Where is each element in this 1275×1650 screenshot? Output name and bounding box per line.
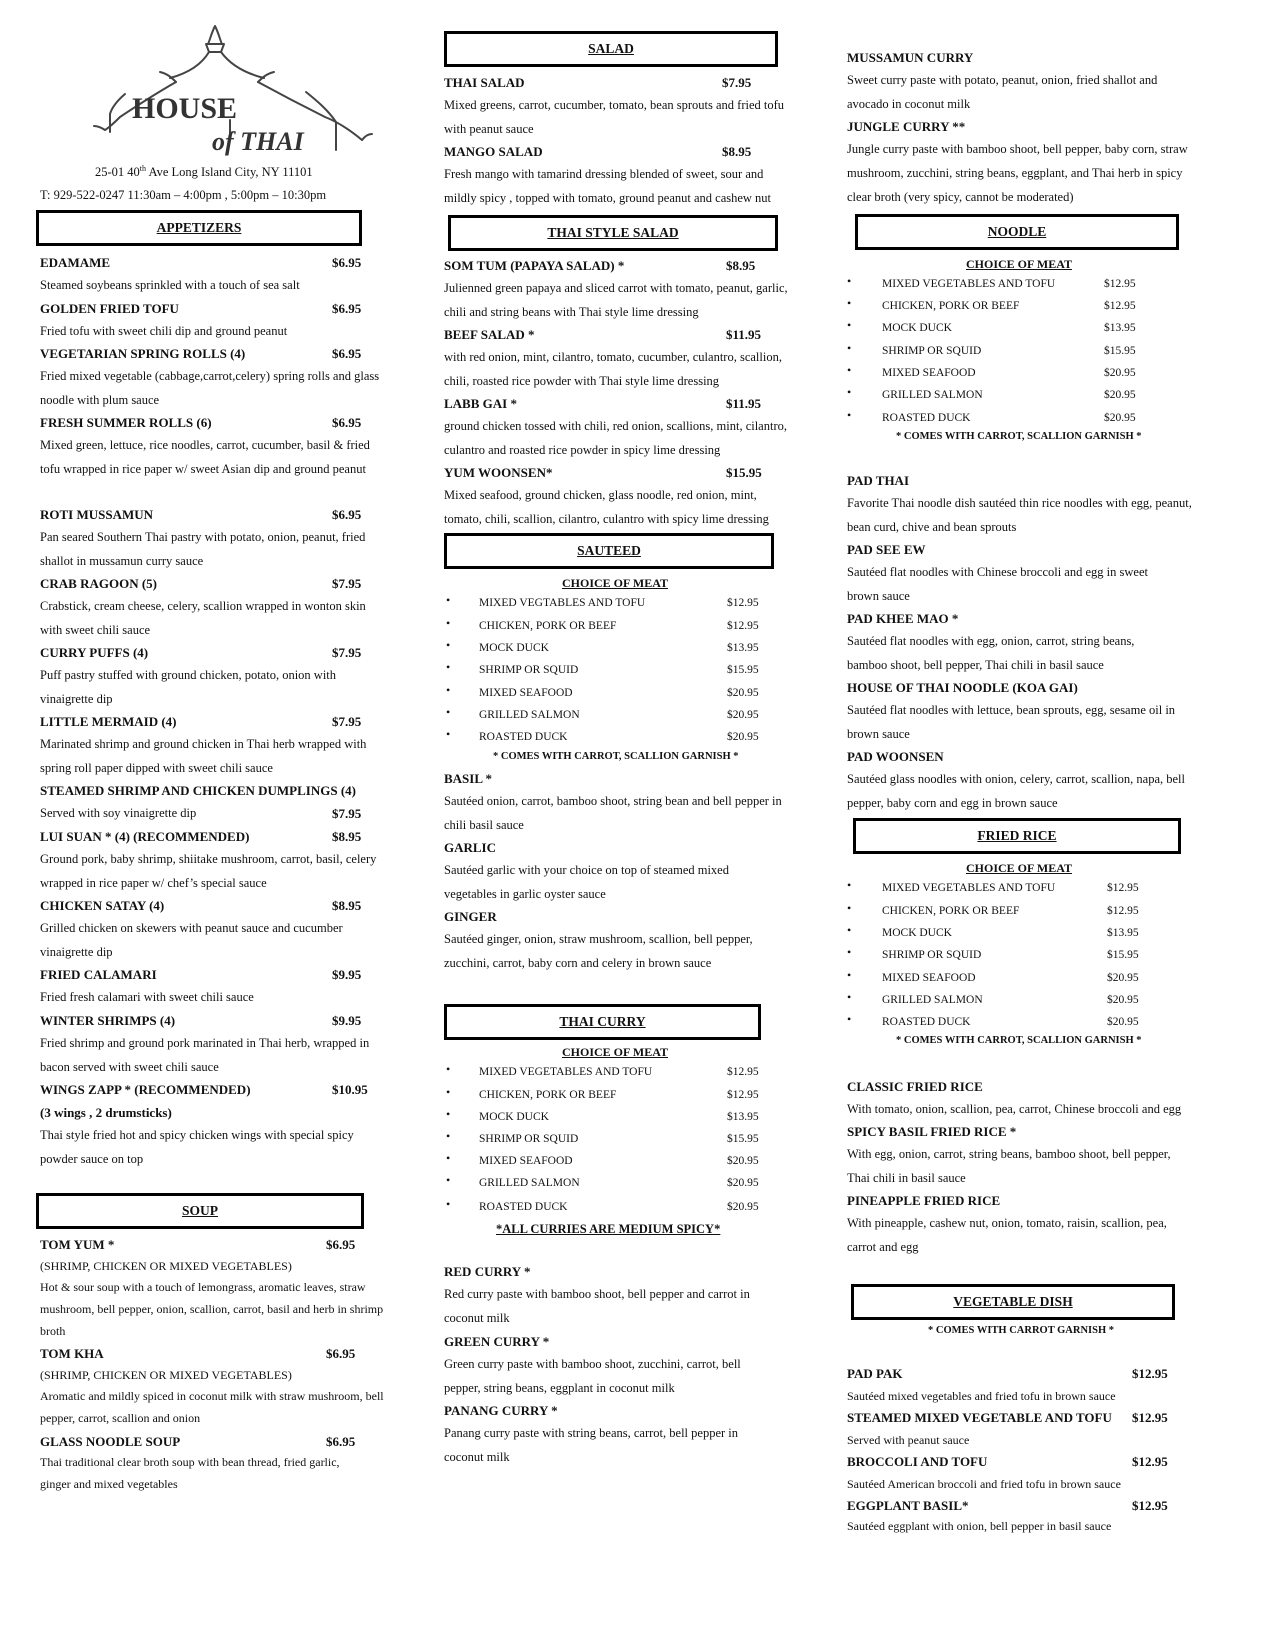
- meat-price: $13.95: [727, 642, 759, 654]
- meat-price: $13.95: [727, 1111, 759, 1123]
- item-desc: Favorite Thai noodle dish sautéed thin rice noodles with egg, peanut, bean curd, chive and bean sprouts: [847, 496, 1192, 534]
- item-name: STEAMED MIXED VEGETABLE AND TOFU: [847, 1410, 1112, 1425]
- meat-option: MOCK DUCK: [479, 642, 549, 654]
- bullet: •: [446, 1129, 451, 1143]
- item-name: PANANG CURRY *: [444, 1403, 558, 1418]
- item-desc: Sautéed mixed vegetables and fried tofu in brown sauce: [847, 1389, 1116, 1403]
- item-subtitle: (3 wings , 2 drumsticks): [40, 1105, 172, 1120]
- meat-price: $20.95: [1104, 412, 1136, 424]
- thai-curry-header: THAI CURRY: [444, 1004, 761, 1040]
- item-name: HOUSE OF THAI NOODLE (KOA GAI): [847, 680, 1078, 695]
- item-desc: Puff pastry stuffed with ground chicken, potato, onion with vinaigrette dip: [40, 668, 337, 706]
- temple-roof-icon: [80, 22, 380, 162]
- item-desc: Sautéed flat noodles with lettuce, bean sprouts, egg, sesame oil in brown sauce: [847, 703, 1176, 741]
- bullet: •: [847, 318, 852, 332]
- item-name: LITTLE MERMAID (4): [40, 714, 177, 729]
- bullet: •: [847, 945, 852, 959]
- item-desc: Julienned green papaya and sliced carrot with tomato, peanut, garlic, chili and string beans with Thai style lime dressing: [444, 281, 788, 319]
- item-price: $8.95: [726, 258, 756, 273]
- meat-option: SHRIMP OR SQUID: [479, 1133, 579, 1145]
- item-price: $7.95: [722, 75, 752, 90]
- item-name: EDAMAME: [40, 255, 111, 270]
- item-price: $7.95: [332, 714, 362, 729]
- meat-option: ROASTED DUCK: [479, 1201, 568, 1213]
- meat-price: $15.95: [727, 664, 759, 676]
- meat-option: CHICKEN, PORK OR BEEF: [479, 620, 617, 632]
- item-name: PAD KHEE MAO *: [847, 611, 959, 626]
- item-name: PINEAPPLE FRIED RICE: [847, 1193, 1001, 1208]
- meat-price: $12.95: [727, 597, 759, 609]
- meat-option: MOCK DUCK: [882, 927, 952, 939]
- fried-rice-header: FRIED RICE: [853, 818, 1181, 854]
- meat-price: $15.95: [727, 1133, 759, 1145]
- item-name: VEGETARIAN SPRING ROLLS (4): [40, 346, 246, 361]
- bullet: •: [847, 296, 852, 310]
- bullet: •: [446, 1197, 451, 1211]
- bullet: •: [446, 1107, 451, 1121]
- meat-price: $20.95: [1104, 389, 1136, 401]
- item-name: MUSSAMUN CURRY: [847, 50, 974, 65]
- item-desc: Served with peanut sauce: [847, 1433, 970, 1447]
- meat-option: MIXED VEGTABLES AND TOFU: [479, 597, 646, 609]
- item-desc: Fried mixed vegetable (cabbage,carrot,celery) spring rolls and glass noodle with plum sauce: [40, 369, 380, 407]
- curry-spice-note: *ALL CURRIES ARE MEDIUM SPICY*: [496, 1222, 721, 1236]
- item-name: CURRY PUFFS (4): [40, 645, 149, 660]
- meat-option: GRILLED SALMON: [479, 1177, 580, 1189]
- item-price: $6.95: [332, 346, 362, 361]
- item-name: EGGPLANT BASIL*: [847, 1498, 969, 1513]
- meat-price: $12.95: [1107, 882, 1139, 894]
- meat-option: SHRIMP OR SQUID: [479, 664, 579, 676]
- item-price: $11.95: [726, 396, 762, 411]
- meat-option: ROASTED DUCK: [882, 1016, 971, 1028]
- bullet: •: [847, 274, 852, 288]
- item-name: FRIED CALAMARI: [40, 967, 157, 982]
- item-price: $12.95: [1132, 1498, 1168, 1513]
- item-desc: Served with soy vinaigrette dip: [40, 806, 197, 820]
- meat-option: ROASTED DUCK: [479, 731, 568, 743]
- meat-option: MIXED SEAFOOD: [479, 1155, 573, 1167]
- item-name: PAD WOONSEN: [847, 749, 944, 764]
- item-desc: Fresh mango with tamarind dressing blended of sweet, sour and mildly spicy , topped with tomato, ground peanut and cashew nut: [444, 167, 772, 205]
- item-name: GREEN CURRY *: [444, 1334, 550, 1349]
- item-desc: Crabstick, cream cheese, celery, scallion wrapped in wonton skin with sweet chili sauce: [40, 599, 366, 637]
- item-name: WINGS ZAPP * (RECOMMENDED): [40, 1082, 251, 1097]
- item-desc: Panang curry paste with string beans, carrot, bell pepper in coconut milk: [444, 1426, 739, 1464]
- item-price: $7.95: [332, 576, 362, 591]
- meat-price: $20.95: [727, 731, 759, 743]
- item-price: $6.95: [332, 301, 362, 316]
- item-desc: Ground pork, baby shrimp, shiitake mushroom, carrot, basil, celery wrapped in rice paper w/ chef’s special sauce: [40, 852, 377, 890]
- item-desc: Mixed seafood, ground chicken, glass noodle, red onion, mint, tomato, chili, scallion, cilantro, culantro with spicy lime dressing: [444, 488, 769, 526]
- phone-hours: T: 929-522-0247 11:30am – 4:00pm , 5:00pm – 10:30pm: [40, 188, 327, 202]
- meat-price: $12.95: [1104, 300, 1136, 312]
- item-desc: Grilled chicken on skewers with peanut sauce and cucumber vinaigrette dip: [40, 921, 343, 959]
- meat-option: SHRIMP OR SQUID: [882, 949, 982, 961]
- meat-price: $12.95: [727, 620, 759, 632]
- item-name: BROCCOLI AND TOFU: [847, 1454, 988, 1469]
- item-subtitle: (SHRIMP, CHICKEN OR MIXED VEGETABLES): [40, 1259, 292, 1273]
- item-name: WINTER SHRIMPS (4): [40, 1013, 176, 1028]
- meat-option: MIXED SEAFOOD: [479, 687, 573, 699]
- item-price: $8.95: [332, 898, 362, 913]
- item-name: GOLDEN FRIED TOFU: [40, 301, 179, 316]
- item-price: $7.95: [332, 645, 362, 660]
- item-desc: Sautéed garlic with your choice on top of steamed mixed vegetables in garlic oyster sauce: [444, 863, 729, 901]
- bullet: •: [446, 593, 451, 607]
- item-name: JUNGLE CURRY **: [847, 119, 966, 134]
- item-desc: Sautéed onion, carrot, bamboo shoot, string bean and bell pepper in chili basil sauce: [444, 794, 782, 832]
- item-price: $9.95: [332, 1013, 362, 1028]
- meat-option: CHICKEN, PORK OR BEEF: [882, 905, 1020, 917]
- item-desc: Pan seared Southern Thai pastry with potato, onion, peanut, fried shallot in mussamun curry sauce: [40, 530, 366, 568]
- meat-price: $20.95: [1107, 972, 1139, 984]
- item-name: LUI SUAN * (4) (RECOMMENDED): [40, 829, 250, 844]
- item-name: FRESH SUMMER ROLLS (6): [40, 415, 212, 430]
- sauteed-header: SAUTEED: [444, 533, 774, 569]
- item-desc: With tomato, onion, scallion, pea, carrot, Chinese broccoli and egg: [847, 1102, 1182, 1116]
- meat-price: $20.95: [727, 1155, 759, 1167]
- meat-option: MIXED SEAFOOD: [882, 972, 976, 984]
- item-name: CHICKEN SATAY (4): [40, 898, 165, 913]
- bullet: •: [446, 683, 451, 697]
- item-desc: ground chicken tossed with chili, red onion, scallions, mint, cilantro, culantro and roasted rice powder in spicy lime dressing: [444, 419, 787, 457]
- bullet: •: [446, 638, 451, 652]
- item-subtitle: (SHRIMP, CHICKEN OR MIXED VEGETABLES): [40, 1368, 292, 1382]
- meat-option: MOCK DUCK: [479, 1111, 549, 1123]
- item-desc: Mixed green, lettuce, rice noodles, carrot, cucumber, basil & fried tofu wrapped in rice paper w/ sweet Asian dip and ground peanut: [40, 438, 370, 476]
- bullet: •: [847, 341, 852, 355]
- item-desc: Hot & sour soup with a touch of lemongrass, aromatic leaves, straw mushroom, bell pepper, onion, scallion, carrot, basil and herb in shrimp broth: [40, 1280, 384, 1338]
- meat-price: $20.95: [727, 1201, 759, 1213]
- meat-price: $20.95: [1104, 367, 1136, 379]
- item-price: $12.95: [1132, 1454, 1168, 1469]
- meat-option: CHICKEN, PORK OR BEEF: [882, 300, 1020, 312]
- meat-price: $12.95: [1107, 905, 1139, 917]
- item-price: $11.95: [726, 327, 762, 342]
- meat-option: MIXED VEGETABLES AND TOFU: [479, 1066, 653, 1078]
- choice-of-meat-label: CHOICE OF MEAT: [966, 861, 1073, 875]
- meat-option: GRILLED SALMON: [882, 994, 983, 1006]
- item-name: PAD SEE EW: [847, 542, 926, 557]
- meat-price: $20.95: [727, 687, 759, 699]
- meat-price: $12.95: [1104, 278, 1136, 290]
- meat-price: $20.95: [727, 1177, 759, 1189]
- item-price: $12.95: [1132, 1410, 1168, 1425]
- choice-of-meat-label: CHOICE OF MEAT: [562, 576, 669, 590]
- meat-option: GRILLED SALMON: [882, 389, 983, 401]
- item-desc: With pineapple, cashew nut, onion, tomato, raisin, scallion, pea, carrot and egg: [847, 1216, 1167, 1254]
- meat-price: $12.95: [727, 1066, 759, 1078]
- bullet: •: [847, 968, 852, 982]
- item-desc: Marinated shrimp and ground chicken in Thai herb wrapped with spring roll paper dipped with sweet chili sauce: [40, 737, 367, 775]
- meat-price: $20.95: [1107, 994, 1139, 1006]
- meat-option: MIXED SEAFOOD: [882, 367, 976, 379]
- item-desc: Sautéed American broccoli and fried tofu in brown sauce: [847, 1477, 1121, 1491]
- item-price: $6.95: [332, 507, 362, 522]
- logo-thai-text: of THAI: [212, 127, 304, 156]
- bullet: •: [446, 616, 451, 630]
- item-name: SOM TUM (PAPAYA SALAD) *: [444, 258, 625, 273]
- item-desc: Jungle curry paste with bamboo shoot, bell pepper, baby corn, straw mushroom, zucchini, string beans, eggplant, and Thai herb in spicy clear broth (very spicy, cannot be moderated): [847, 142, 1188, 204]
- logo: [80, 22, 380, 162]
- item-desc: Sautéed eggplant with onion, bell pepper in basil sauce: [847, 1519, 1112, 1533]
- thai-style-salad-header: THAI STYLE SALAD: [448, 215, 778, 251]
- choice-of-meat-label: CHOICE OF MEAT: [562, 1045, 669, 1059]
- bullet: •: [847, 901, 852, 915]
- garnish-note: * COMES WITH CARROT, SCALLION GARNISH *: [896, 431, 1142, 442]
- meat-option: MIXED VEGETABLES AND TOFU: [882, 278, 1056, 290]
- noodle-header: NOODLE: [855, 214, 1179, 250]
- item-price: $7.95: [332, 806, 362, 821]
- item-desc: Thai style fried hot and spicy chicken wings with special spicy powder sauce on top: [40, 1128, 354, 1166]
- item-name: ROTI MUSSAMUN: [40, 507, 154, 522]
- vegetable-dish-header: VEGETABLE DISH: [851, 1284, 1175, 1320]
- item-price: $15.95: [726, 465, 762, 480]
- item-desc: With egg, onion, carrot, string beans, bamboo shoot, bell pepper, Thai chili in basil sauce: [847, 1147, 1171, 1185]
- item-desc: Steamed soybeans sprinkled with a touch of sea salt: [40, 278, 300, 292]
- bullet: •: [847, 408, 852, 422]
- item-name: MANGO SALAD: [444, 144, 543, 159]
- meat-price: $15.95: [1107, 949, 1139, 961]
- item-name: LABB GAI *: [444, 396, 517, 411]
- item-desc: Fried tofu with sweet chili dip and ground peanut: [40, 324, 288, 338]
- meat-price: $13.95: [1107, 927, 1139, 939]
- item-name: PAD THAI: [847, 473, 909, 488]
- meat-option: MOCK DUCK: [882, 322, 952, 334]
- address: 25-01 40th Ave Long Island City, NY 11101: [95, 164, 313, 180]
- item-desc: Mixed greens, carrot, cucumber, tomato, bean sprouts and fried tofu with peanut sauce: [444, 98, 785, 136]
- item-desc: Sautéed flat noodles with Chinese broccoli and egg in sweet brown sauce: [847, 565, 1148, 603]
- bullet: •: [847, 878, 852, 892]
- garnish-note: * COMES WITH CARROT, SCALLION GARNISH *: [896, 1035, 1142, 1046]
- item-name: STEAMED SHRIMP AND CHICKEN DUMPLINGS (4): [40, 783, 356, 798]
- item-name: TOM YUM *: [40, 1237, 115, 1252]
- item-desc: Green curry paste with bamboo shoot, zucchini, carrot, bell pepper, string beans, eggplant in coconut milk: [444, 1357, 741, 1395]
- item-name: GLASS NOODLE SOUP: [40, 1434, 181, 1449]
- meat-option: CHICKEN, PORK OR BEEF: [479, 1089, 617, 1101]
- salad-header: SALAD: [444, 31, 778, 67]
- meat-option: MIXED VEGETABLES AND TOFU: [882, 882, 1056, 894]
- item-name: YUM WOONSEN*: [444, 465, 553, 480]
- item-price: $6.95: [332, 255, 362, 270]
- choice-of-meat-label: CHOICE OF MEAT: [966, 257, 1073, 271]
- item-name: BEEF SALAD *: [444, 327, 535, 342]
- meat-price: $15.95: [1104, 345, 1136, 357]
- item-name: BASIL *: [444, 771, 493, 786]
- item-price: $9.95: [332, 967, 362, 982]
- garnish-note: * COMES WITH CARROT GARNISH *: [928, 1325, 1115, 1336]
- bullet: •: [847, 990, 852, 1004]
- item-desc: Sweet curry paste with potato, peanut, onion, fried shallot and avocado in coconut milk: [847, 73, 1158, 111]
- item-price: $8.95: [332, 829, 362, 844]
- item-price: $6.95: [326, 1434, 356, 1449]
- item-price: $8.95: [722, 144, 752, 159]
- item-desc: Sautéed ginger, onion, straw mushroom, scallion, bell pepper, zucchini, carrot, baby corn and celery in brown sauce: [444, 932, 753, 970]
- item-desc: with red onion, mint, cilantro, tomato, cucumber, culantro, scallion, chili, roasted rice powder with Thai style lime dressing: [444, 350, 782, 388]
- item-price: $6.95: [326, 1346, 356, 1361]
- garnish-note: * COMES WITH CARROT, SCALLION GARNISH *: [493, 751, 739, 762]
- meat-price: $20.95: [727, 709, 759, 721]
- meat-price: $20.95: [1107, 1016, 1139, 1028]
- bullet: •: [446, 1085, 451, 1099]
- soup-header: SOUP: [36, 1193, 364, 1229]
- bullet: •: [847, 923, 852, 937]
- item-desc: Fried fresh calamari with sweet chili sauce: [40, 990, 254, 1004]
- meat-price: $12.95: [727, 1089, 759, 1101]
- item-desc: Fried shrimp and ground pork marinated in Thai herb, wrapped in bacon served with sweet chili sauce: [40, 1036, 370, 1074]
- item-name: GINGER: [444, 909, 497, 924]
- item-name: GARLIC: [444, 840, 497, 855]
- meat-option: GRILLED SALMON: [479, 709, 580, 721]
- logo-house-text: HOUSE: [132, 92, 238, 125]
- bullet: •: [446, 660, 451, 674]
- item-desc: Sautéed flat noodles with egg, onion, carrot, string beans, bamboo shoot, bell pepper, Thai chili in basil sauce: [847, 634, 1135, 672]
- bullet: •: [847, 385, 852, 399]
- item-desc: Sautéed glass noodles with onion, celery, carrot, scallion, napa, bell pepper, baby corn and egg in brown sauce: [847, 772, 1185, 810]
- item-name: CLASSIC FRIED RICE: [847, 1079, 983, 1094]
- bullet: •: [847, 363, 852, 377]
- bullet: •: [446, 1151, 451, 1165]
- item-name: CRAB RAGOON (5): [40, 576, 157, 591]
- item-desc: Red curry paste with bamboo shoot, bell pepper and carrot in coconut milk: [444, 1287, 750, 1325]
- item-desc: Aromatic and mildly spiced in coconut milk with straw mushroom, bell pepper, carrot, scallion and onion: [40, 1389, 384, 1425]
- item-name: RED CURRY *: [444, 1264, 531, 1279]
- item-desc: Thai traditional clear broth soup with bean thread, fried garlic, ginger and mixed vegetables: [40, 1455, 340, 1491]
- meat-option: ROASTED DUCK: [882, 412, 971, 424]
- item-price: $6.95: [332, 415, 362, 430]
- item-price: $10.95: [332, 1082, 368, 1097]
- bullet: •: [847, 1012, 852, 1026]
- bullet: •: [446, 705, 451, 719]
- bullet: •: [446, 1062, 451, 1076]
- bullet: •: [446, 1173, 451, 1187]
- item-name: THAI SALAD: [444, 75, 525, 90]
- meat-price: $13.95: [1104, 322, 1136, 334]
- bullet: •: [446, 727, 451, 741]
- item-price: $12.95: [1132, 1366, 1168, 1381]
- meat-option: SHRIMP OR SQUID: [882, 345, 982, 357]
- item-price: $6.95: [326, 1237, 356, 1252]
- item-name: PAD PAK: [847, 1366, 903, 1381]
- item-name: SPICY BASIL FRIED RICE *: [847, 1124, 1017, 1139]
- item-name: TOM KHA: [40, 1346, 104, 1361]
- appetizers-header: APPETIZERS: [36, 210, 362, 246]
